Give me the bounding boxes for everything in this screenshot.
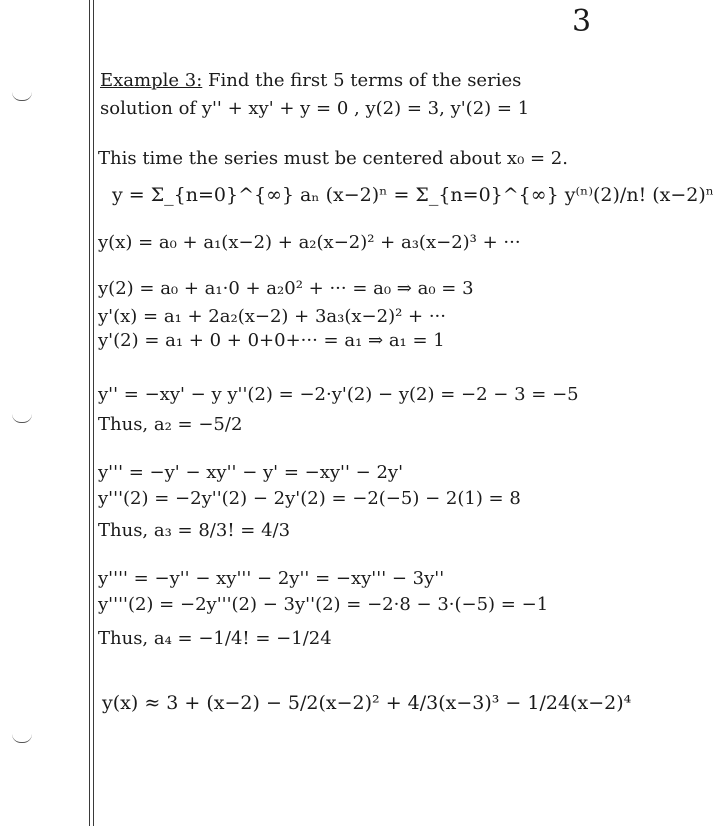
y-fourth-line: y'''' = −y'' − xy''' − 2y'' = −xy''' − 3y'' <box>98 568 445 589</box>
y-at-2-line: y(2) = a₀ + a₁·0 + a₂0² + ··· = a₀ ⇒ a₀ = 3 <box>98 278 474 299</box>
y-prime-at-2-line: y'(2) = a₁ + 0 + 0+0+··· = a₁ ⇒ a₁ = 1 <box>98 330 445 351</box>
thus-a3-line: Thus, a₃ = 8/3! = 4/3 <box>98 520 291 541</box>
y-prime-line: y'(x) = a₁ + 2a₂(x−2) + 3a₃(x−2)² + ··· <box>98 306 447 327</box>
y-fourth-at-2-line: y''''(2) = −2y'''(2) − 3y''(2) = −2·8 − 3·(−5) = −1 <box>98 594 549 615</box>
page-number: 3 <box>572 4 592 39</box>
margin-line-1 <box>89 0 90 826</box>
binder-hole-mark <box>12 734 32 743</box>
center-note: This time the series must be centered about x₀ = 2. <box>98 148 568 169</box>
y-triple-prime-line: y''' = −y' − xy'' − y' = −xy'' − 2y' <box>98 462 404 483</box>
thus-a2-line: Thus, a₂ = −5/2 <box>98 414 243 435</box>
example-heading <box>100 70 521 91</box>
y-triple-prime-at-2-line: y'''(2) = −2y''(2) − 2y'(2) = −2(−5) − 2(1) = 8 <box>98 488 521 509</box>
series-formula: y = Σ_{n=0}^{∞} aₙ (x−2)ⁿ = Σ_{n=0}^{∞} y⁽ⁿ⁾(2)/n! (x−2)ⁿ <box>112 184 714 206</box>
problem-line-2: solution of y'' + xy' + y = 0 , y(2) = 3, y'(2) = 1 <box>100 98 530 119</box>
y-double-prime-line: y'' = −xy' − y y''(2) = −2·y'(2) − y(2) = −2 − 3 = −5 <box>98 384 579 405</box>
final-answer: y(x) ≈ 3 + (x−2) − 5/2(x−2)² + 4/3(x−3)³ − 1/24(x−2)⁴ <box>102 692 632 714</box>
example-label: Example 3: <box>100 70 203 91</box>
expansion-line: y(x) = a₀ + a₁(x−2) + a₂(x−2)² + a₃(x−2)³ + ··· <box>98 232 521 253</box>
binder-hole-mark <box>12 92 32 101</box>
margin-line-2 <box>93 0 94 826</box>
thus-a4-line: Thus, a₄ = −1/4! = −1/24 <box>98 628 332 649</box>
problem-line-1: Find the first 5 terms of the series <box>208 70 522 91</box>
binder-hole-mark <box>12 414 32 423</box>
